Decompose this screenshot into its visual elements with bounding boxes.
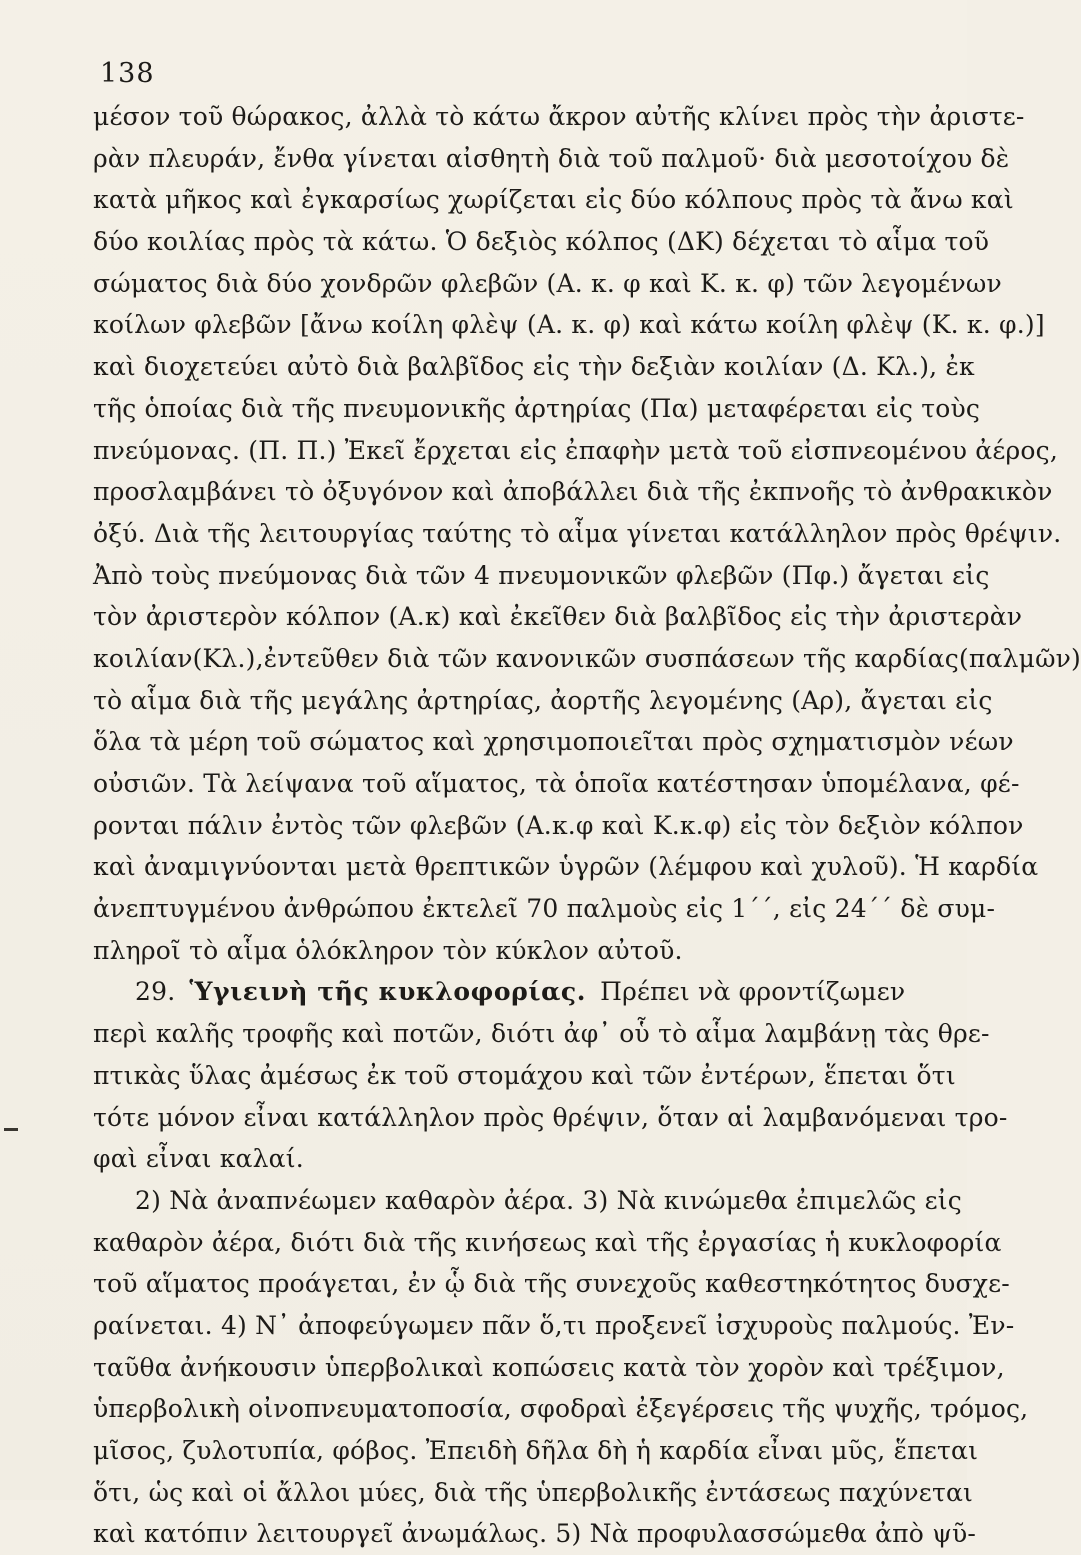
body-text (93, 96, 1081, 1555)
text-line: τῆς ὁποίας διὰ τῆς πνευμονικῆς ἀρτηρίας (Πα) μεταφέρεται εἰς τοὺς (93, 393, 981, 423)
text-line: πνεύμονας. (Π. Π.) Ἐκεῖ ἔρχεται εἰς ἐπαφὴν μετὰ τοῦ εἰσπνεομένου ἀέρος, (93, 435, 1058, 465)
section-title: Ὑγιεινὴ τῆς κυκλοφορίας. (189, 977, 587, 1007)
text-line: Ἀπὸ τοὺς πνεύμονας διὰ τῶν 4 πνευμονικῶν φλεβῶν (Πφ.) ἄγεται εἰς (93, 560, 990, 590)
text-line: περὶ καλῆς τροφῆς καὶ ποτῶν, διότι ἀφ᾿ οὗ τὸ αἷμα λαμβάνῃ τὰς θρε- (93, 1019, 990, 1049)
text-line: δύο κοιλίας πρὸς τὰ κάτω. Ὁ δεξιὸς κόλπος (ΔΚ) δέχεται τὸ αἷμα τοῦ (93, 227, 990, 257)
text-line: πληροῖ τὸ αἷμα ὁλόκληρον τὸν κύκλον αὐτοῦ. (93, 935, 683, 965)
text-line: τότε μόνον εἶναι κατάλληλον πρὸς θρέψιν, ὅταν αἱ λαμβανόμεναι τρο- (93, 1102, 1008, 1132)
text-line: τοῦ αἵματος προάγεται, ἐν ᾧ διὰ τῆς συνεχοῦς καθεστηκότητος δυσχε- (93, 1269, 1010, 1299)
section-heading-line (93, 971, 941, 1013)
text-line: ὑπερβολικὴ οἰνοπνευματοποσία, σφοδραὶ ἐξεγέρσεις τῆς ψυχῆς, τρόμος, (93, 1394, 1029, 1424)
text-line: ἀνεπτυγμένου ἀνθρώπου ἐκτελεῖ 70 παλμοὺς εἰς 1΄΄, εἰς 24΄΄ δὲ συμ- (93, 894, 996, 924)
page-number: 138 (100, 58, 155, 89)
text-line: ὅτι, ὡς καὶ οἱ ἄλλοι μύες, διὰ τῆς ὑπερβολικῆς ἐντάσεως παχύνεται (93, 1477, 974, 1507)
text-line: φαὶ εἶναι καλαί. (93, 1144, 304, 1174)
text-line: κοιλίαν(Κλ.),ἐντεῦθεν διὰ τῶν κανονικῶν συσπάσεων τῆς καρδίας(παλμῶν) (93, 643, 1081, 673)
text-line: τὸ αἷμα διὰ τῆς μεγάλης ἀρτηρίας, ἀορτῆς λεγομένης (Αρ), ἄγεται εἰς (93, 685, 993, 715)
text-line: καθαρὸν ἀέρα, διότι διὰ τῆς κινήσεως καὶ τῆς ἐργασίας ἡ κυκλοφορία (93, 1227, 1002, 1257)
text-line: καὶ διοχετεύει αὐτὸ διὰ βαλβῖδος εἰς τὴν δεξιὰν κοιλίαν (Δ. Κλ.), ἐκ (93, 352, 975, 382)
text-line: ρὰν πλευράν, ἔνθα γίνεται αἰσθητὴ διὰ τοῦ παλμοῦ· διὰ μεσοτοίχου δὲ (93, 143, 1010, 173)
text-line: ὅλα τὰ μέρη τοῦ σώματος καὶ χρησιμοποιεῖται πρὸς σχηματισμὸν νέων (93, 727, 1014, 757)
paragraph-first-line: 2) Νὰ ἀναπνέωμεν καθαρὸν ἀέρα. 3) Νὰ κινώμεθα ἐπιμελῶς εἰς (135, 1185, 963, 1215)
text-line: τὸν ἀριστερὸν κόλπον (Α.κ) καὶ ἐκεῖθεν διὰ βαλβῖδος εἰς τὴν ἀριστερὰν (93, 602, 1023, 632)
text-line: μῖσος, ζυλοτυπία, φόβος. Ἐπειδὴ δῆλα δὴ ἡ καρδία εἶναι μῦς, ἕπεται (93, 1436, 979, 1465)
section-first-line-text: Πρέπει νὰ φροντίζωμεν (600, 977, 906, 1007)
text-line: ταῦθα ἀνήκουσιν ὑπερβολικαὶ κοπώσεις κατὰ τὸν χορὸν καὶ τρέξιμον, (93, 1352, 1005, 1382)
text-line: ρονται πάλιν ἐντὸς τῶν φλεβῶν (Α.κ.φ καὶ Κ.κ.φ) εἰς τὸν δεξιὸν κόλπον (93, 810, 1024, 840)
text-line: προσλαμβάνει τὸ ὀξυγόνον καὶ ἀποβάλλει διὰ τῆς ἐκπνοῆς τὸ ἀνθρακικὸν (93, 477, 1053, 507)
text-line: ραίνεται. 4) Ν᾿ ἀποφεύγωμεν πᾶν ὅ,τι προξενεῖ ἰσχυροὺς παλμούς. Ἐν- (93, 1310, 1015, 1340)
text-line: κοίλων φλεβῶν [ἄνω κοίλη φλὲψ (Α. κ. φ) καὶ κάτω κοίλη φλὲψ (Κ. κ. φ.)] (93, 310, 1045, 340)
section-number: 29. (135, 977, 176, 1007)
margin-mark (4, 1128, 18, 1131)
text-line: καὶ ἀναμιγνύονται μετὰ θρεπτικῶν ὑγρῶν (λέμφου καὶ χυλοῦ). Ἡ καρδία (93, 852, 1039, 882)
text-line: οὐσιῶν. Τὰ λείψανα τοῦ αἵματος, τὰ ὁποῖα κατέστησαν ὑπομέλανα, φέ- (93, 769, 1020, 798)
text-line: πτικὰς ὕλας ἀμέσως ἐκ τοῦ στομάχου καὶ τῶν ἐντέρων, ἕπεται ὅτι (93, 1060, 956, 1090)
text-line: κατὰ μῆκος καὶ ἐγκαρσίως χωρίζεται εἰς δύο κόλπους πρὸς τὰ ἄνω καὶ (93, 185, 1014, 215)
text-line: ὀξύ. Διὰ τῆς λειτουργίας ταύτης τὸ αἷμα γίνεται κατάλληλον πρὸς θρέψιν. (93, 518, 1062, 548)
text-line: σώματος διὰ δύο χονδρῶν φλεβῶν (Α. κ. φ καὶ Κ. κ. φ) τῶν λεγομένων (93, 268, 1002, 298)
text-line: μέσον τοῦ θώρακος, ἀλλὰ τὸ κάτω ἄκρον αὐτῆς κλίνει πρὸς τὴν ἀριστε- (93, 102, 1025, 131)
text-line: καὶ κατόπιν λειτουργεῖ ἀνωμάλως. 5) Νὰ προφυλασσώμεθα ἀπὸ ψῦ- (93, 1519, 977, 1549)
